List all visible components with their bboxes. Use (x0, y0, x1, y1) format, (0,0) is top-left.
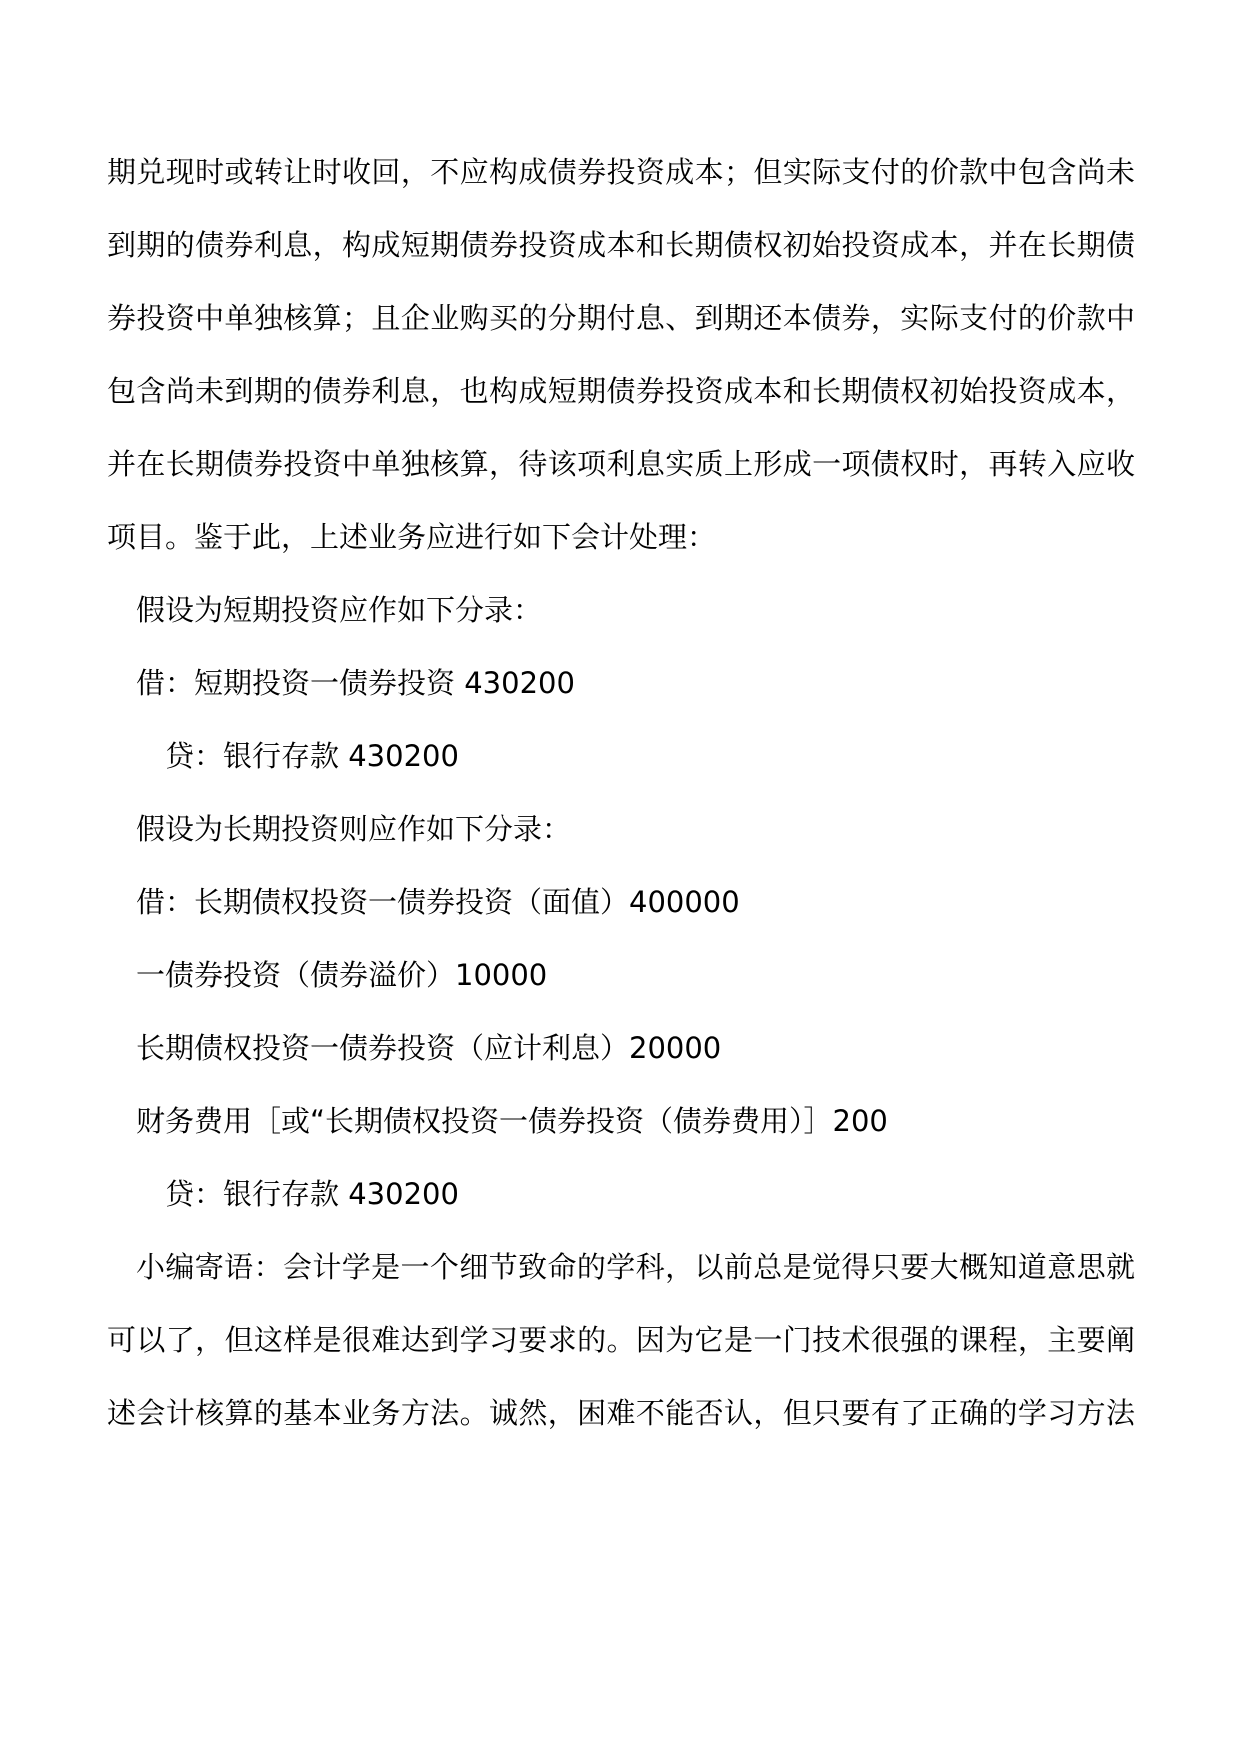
long-term-credit: 贷：银行存款 430200 (165, 1177, 459, 1211)
long-term-intro: 假设为长期投资则应作如下分录： (136, 812, 572, 846)
text-line: 期兑现时或转让时收回，不应构成债券投资成本；但实际支付的价款中包含尚未 (107, 155, 1135, 189)
text-line: 可以了，但这样是很难达到学习要求的。因为它是一门技术很强的课程，主要阐 (107, 1323, 1135, 1357)
long-term-debit-face: 借：长期债权投资一债券投资（面值）400000 (136, 885, 740, 919)
text-line: 并在长期债券投资中单独核算，待该项利息实质上形成一项债权时，再转入应收 (107, 447, 1135, 481)
text-line: 项目。鉴于此，上述业务应进行如下会计处理： (107, 520, 717, 554)
text-line: 包含尚未到期的债券利息，也构成短期债券投资成本和长期债权初始投资成本， (107, 374, 1135, 408)
text-line: 到期的债券利息，构成短期债券投资成本和长期债权初始投资成本，并在长期债 (107, 228, 1135, 262)
short-term-credit: 贷：银行存款 430200 (165, 739, 459, 773)
short-term-intro: 假设为短期投资应作如下分录： (136, 593, 543, 627)
short-term-debit: 借：短期投资一债券投资 430200 (136, 666, 575, 700)
text-line: 券投资中单独核算；且企业购买的分期付息、到期还本债券，实际支付的价款中 (107, 301, 1135, 335)
long-term-debit-interest: 长期债权投资一债券投资（应计利息）20000 (136, 1031, 722, 1065)
long-term-debit-premium: 一债券投资（债券溢价）10000 (136, 958, 548, 992)
text-line: 述会计核算的基本业务方法。诚然，困难不能否认，但只要有了正确的学习方法 (107, 1396, 1135, 1430)
long-term-debit-fee: 财务费用［或“长期债权投资一债券投资（债券费用）］200 (136, 1104, 888, 1138)
text-line: 小编寄语：会计学是一个细节致命的学科，以前总是觉得只要大概知道意思就 (136, 1250, 1135, 1284)
